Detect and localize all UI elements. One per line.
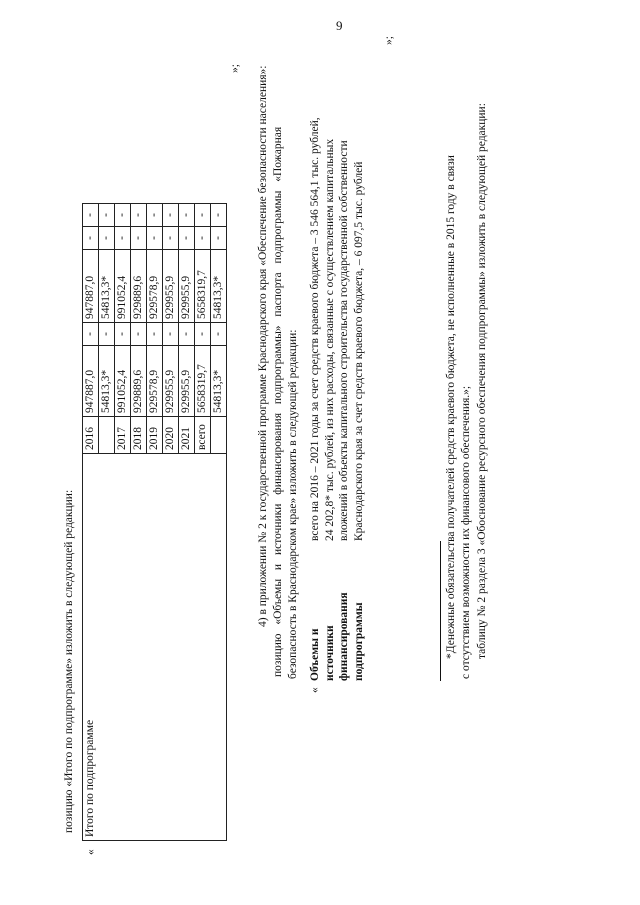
dash-cell: - (131, 323, 147, 346)
passport-text-line: всего на 2016 – 2021 годы за счет средств краевого бюджета – 3 546 564,1 тыс. рублей, (309, 117, 321, 541)
dash-cell: - (83, 323, 99, 346)
dash-cell: - (179, 204, 195, 227)
passport-label (308, 592, 367, 681)
table2-line: таблицу № 2 раздела 3 «Обоснование ресурсного обеспечения подпрограммы» изложить в следующей редакции: (476, 103, 488, 659)
dash-cell: - (163, 227, 179, 250)
quote-close: »; (229, 64, 241, 73)
passport-quote: « (309, 687, 321, 693)
dash-cell: - (179, 227, 195, 250)
year-cell: 2019 (147, 417, 163, 454)
value-cell: 929889,6 (131, 250, 147, 323)
rotated-page-content (62, 25, 582, 855)
value-cell: 929578,9 (147, 250, 163, 323)
para4-line3: безопасность в Краснодарском крае» изложить в следующей редакции: (287, 329, 299, 679)
value-cell: 5658319,7 (195, 250, 211, 323)
dash-cell: - (99, 227, 115, 250)
dash-cell: - (163, 323, 179, 346)
value-cell: 929955,9 (163, 250, 179, 323)
value-cell: 929578,9 (147, 346, 163, 417)
year-cell: 2021 (179, 417, 195, 454)
page-number: 9 (336, 18, 343, 33)
value-cell: 991052,4 (115, 250, 131, 323)
value-cell: 54813,3* (99, 250, 115, 323)
dash-cell: - (83, 204, 99, 227)
footnote-line1: *Денежные обязательства получателей средств краевого бюджета, не исполненные в 2015 году в связи (445, 155, 457, 659)
row-label-cell: Итого по подпрограмме (83, 454, 227, 841)
value-cell: 929955,9 (179, 346, 195, 417)
value-cell: 5658319,7 (195, 346, 211, 417)
passport-label-line: финансирования (338, 592, 351, 681)
subtotal-table-body (83, 204, 227, 841)
dash-cell: - (179, 323, 195, 346)
value-cell: 54813,3* (211, 346, 227, 417)
value-cell: 947887,0 (83, 346, 99, 417)
passport-label-line: подпрограммы (353, 602, 366, 681)
passport-text-line: вложений в объекты капитального строительства государственной собственности (338, 140, 351, 541)
value-cell: 991052,4 (115, 346, 131, 417)
year-cell: всего (195, 417, 211, 454)
para4-line2: позицию «Объемы и источники финансирования подпрограммы» паспорта подпрограммы «Пожарная (272, 126, 284, 677)
dash-cell: - (147, 227, 163, 250)
dash-cell: - (115, 227, 131, 250)
year-cell: 2018 (131, 417, 147, 454)
subtotal-table (82, 203, 227, 841)
value-cell: 929955,9 (163, 346, 179, 417)
dash-cell: - (115, 204, 131, 227)
year-cell: 2020 (163, 417, 179, 454)
intro-line: позицию «Итого по подпрограмме» изложить в следующей редакции: (63, 489, 75, 833)
value-cell: 929889,6 (131, 346, 147, 417)
quote-open: « (85, 849, 97, 855)
dash-cell: - (83, 227, 99, 250)
dash-cell: - (211, 227, 227, 250)
passport-close: »; (383, 36, 395, 45)
dash-cell: - (99, 323, 115, 346)
year-cell (99, 417, 115, 454)
dash-cell: - (195, 204, 211, 227)
dash-cell: - (147, 323, 163, 346)
passport-label-line: Объемы и (309, 628, 321, 681)
dash-cell: - (195, 227, 211, 250)
dash-cell: - (99, 204, 115, 227)
year-cell (211, 417, 227, 454)
dash-cell: - (131, 204, 147, 227)
value-cell: 929955,9 (179, 250, 195, 323)
dash-cell: - (211, 323, 227, 346)
value-cell: 54813,3* (99, 346, 115, 417)
dash-cell: - (211, 204, 227, 227)
passport-text (308, 117, 367, 541)
value-cell: 947887,0 (83, 250, 99, 323)
footnote-rule (440, 541, 441, 681)
dash-cell: - (195, 323, 211, 346)
dash-cell: - (131, 227, 147, 250)
dash-cell: - (147, 204, 163, 227)
para4-line1: 4) в приложении № 2 к государственной программе Краснодарского края «Обеспечение безопасности населения»: (257, 65, 269, 627)
passport-text-line: Краснодарского края за счет средств краевого бюджета, – 6 097,5 тыс. рублей (353, 161, 366, 541)
passport-label-line: источники (323, 625, 336, 681)
footnote-line2: с отсутствием возможности их финансового обеспечения.»; (460, 385, 472, 679)
dash-cell: - (163, 204, 179, 227)
passport-text-line: 24 202,8* тыс. рублей, из них расходы, связанные с осуществлением капитальных (323, 138, 336, 541)
value-cell: 54813,3* (211, 250, 227, 323)
year-cell: 2017 (115, 417, 131, 454)
dash-cell: - (115, 323, 131, 346)
table-row (83, 204, 99, 841)
year-cell: 2016 (83, 417, 99, 454)
